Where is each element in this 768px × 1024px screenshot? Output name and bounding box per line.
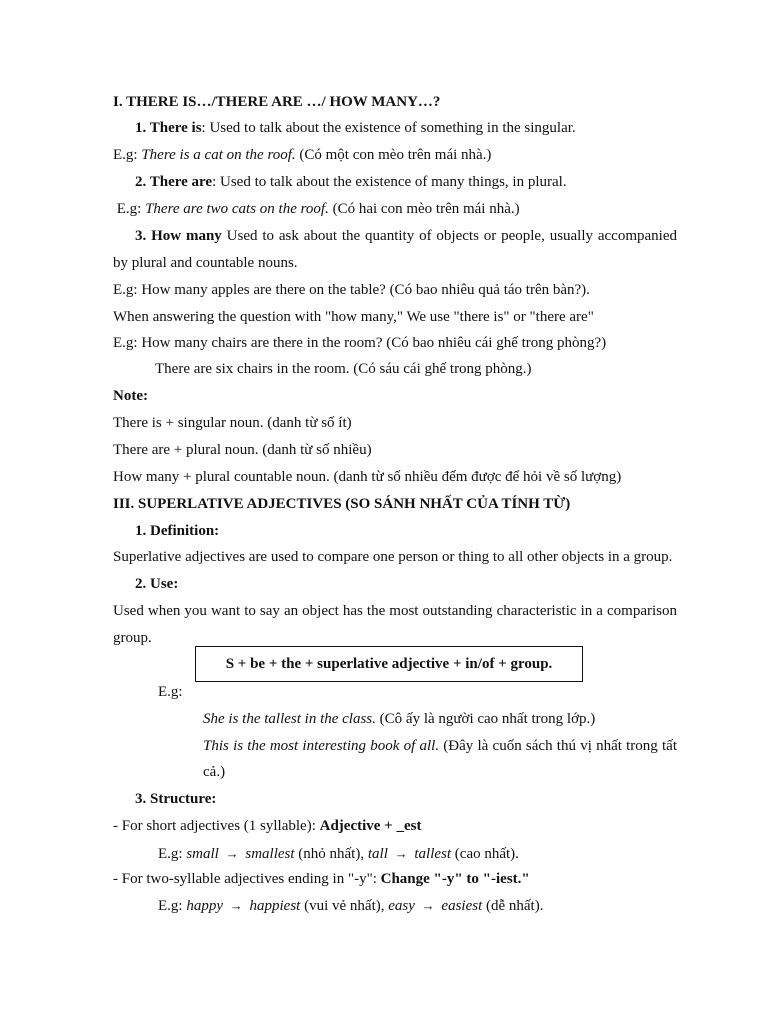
right-arrow-icon: → bbox=[421, 898, 435, 913]
how-many-definition: 3. How many Used to ask about the quantity of objects or people, usually accompanied bbox=[135, 228, 677, 244]
note-item: There is + singular noun. (danh từ số ít) bbox=[113, 415, 352, 431]
note-item: There are + plural noun. (danh từ số nhiều) bbox=[113, 442, 372, 458]
structure-label: 3. Structure: bbox=[135, 791, 217, 807]
short-adjective-example: E.g: small → smallest (nhỏ nhất), tall → tallest (cao nhất). bbox=[158, 846, 519, 862]
definition-text: Superlative adjectives are used to compare one person or thing to all other objects in a group. bbox=[113, 549, 673, 565]
how-many-example: E.g: How many apples are there on the table? (Có bao nhiêu quả táo trên bàn?). bbox=[113, 282, 590, 298]
superlative-example: She is the tallest in the class. (Cô ấy là người cao nhất trong lớp.) bbox=[203, 711, 596, 727]
y-adjective-rule: - For two-syllable adjectives ending in "-y": Change "-y" to "-iest." bbox=[113, 871, 530, 887]
there-is-definition: 1. There is: Used to talk about the existence of something in the singular. bbox=[135, 120, 576, 136]
there-are-example: E.g: There are two cats on the roof. (Có hai con mèo trên mái nhà.) bbox=[113, 201, 520, 217]
there-is-example: E.g: There is a cat on the roof. (Có một con mèo trên mái nhà.) bbox=[113, 147, 492, 163]
superlative-example-cont: cả.) bbox=[203, 764, 226, 780]
superlative-example: This is the most interesting book of all. (Đây là cuốn sách thú vị nhất trong tất bbox=[203, 738, 678, 754]
short-adjective-rule: - For short adjectives (1 syllable): Adjective + _est bbox=[113, 818, 422, 834]
note-item: How many + plural countable noun. (danh từ số nhiều đếm được để hỏi về số lượng) bbox=[113, 469, 622, 485]
right-arrow-icon: → bbox=[394, 846, 408, 861]
answer-note: When answering the question with "how many," We use "there is" or "there are" bbox=[113, 309, 594, 325]
example-label: E.g: bbox=[158, 684, 183, 700]
y-adjective-example: E.g: happy → happiest (vui vẻ nhất), easy → easiest (dễ nhất). bbox=[158, 898, 544, 914]
right-arrow-icon: → bbox=[229, 898, 243, 913]
there-are-definition: 2. There are: Used to talk about the existence of many things, in plural. bbox=[135, 174, 567, 190]
chairs-question-example: E.g: How many chairs are there in the room? (Có bao nhiêu cái ghế trong phòng?) bbox=[113, 335, 607, 351]
use-text-cont: group. bbox=[113, 630, 152, 646]
note-label: Note: bbox=[113, 388, 148, 404]
how-many-definition-cont: by plural and countable nouns. bbox=[113, 255, 298, 271]
chairs-answer-example: There are six chairs in the room. (Có sáu cái ghế trong phòng.) bbox=[155, 361, 532, 377]
definition-label: 1. Definition: bbox=[135, 523, 220, 539]
use-text: Used when you want to say an object has the most outstanding characteristic in a comparison bbox=[113, 603, 677, 619]
formula-box: S + be + the + superlative adjective + in/of + group. bbox=[195, 646, 583, 682]
section-1-heading: I. THERE IS…/THERE ARE …/ HOW MANY…? bbox=[113, 94, 441, 110]
right-arrow-icon: → bbox=[225, 846, 239, 861]
use-label: 2. Use: bbox=[135, 576, 179, 592]
section-3-heading: III. SUPERLATIVE ADJECTIVES (SO SÁNH NHẤT CỦA TÍNH TỪ) bbox=[113, 496, 571, 512]
